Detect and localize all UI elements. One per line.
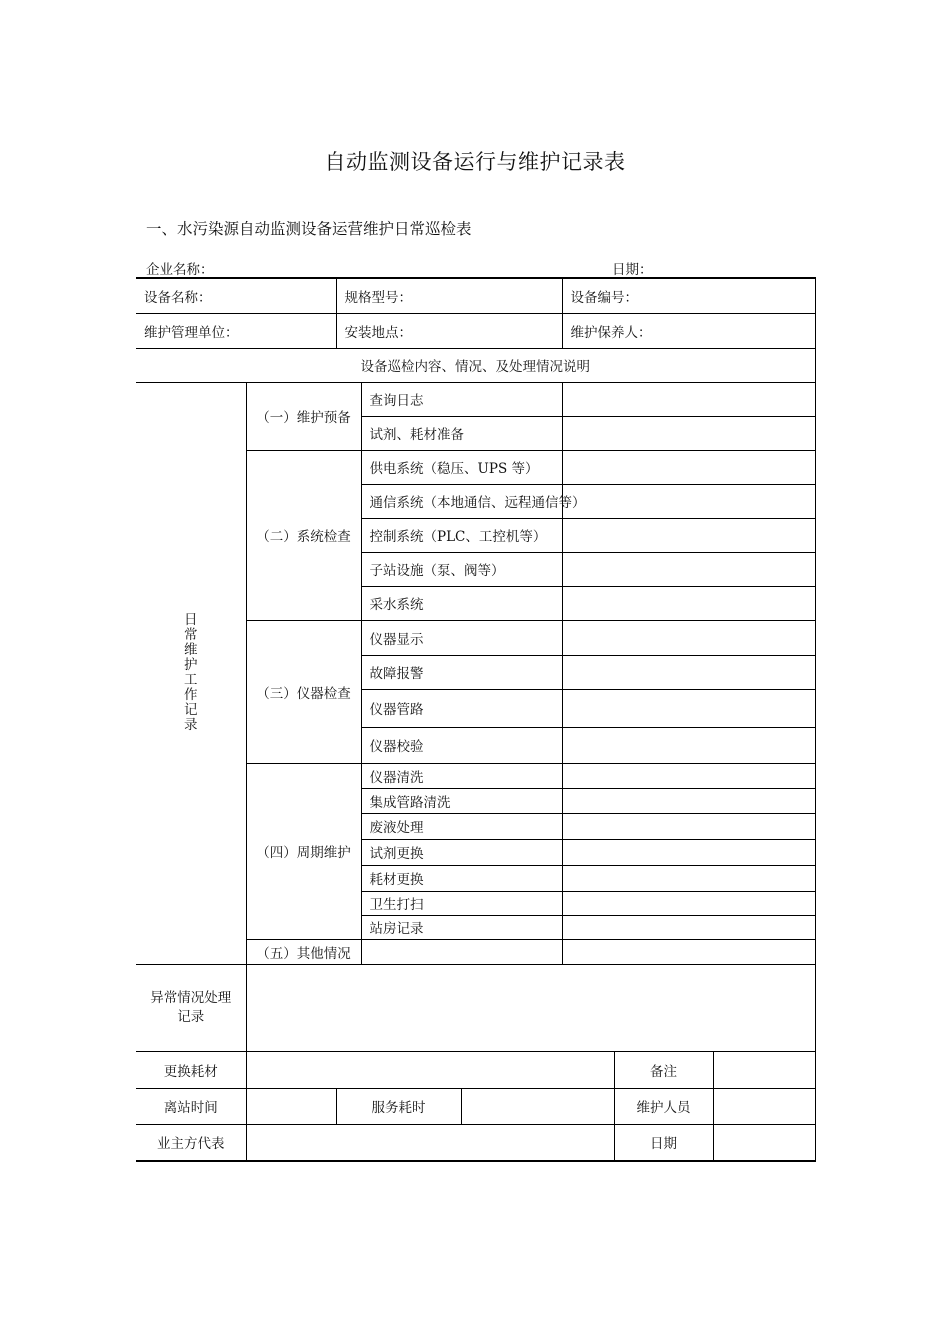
check-item: 子站设施（泵、阀等） (361, 552, 562, 586)
check-item: 控制系统（PLC、工控机等） (361, 518, 562, 552)
check-item: 耗材更换 (361, 865, 562, 891)
service-time-value[interactable] (461, 1088, 614, 1124)
inspection-form-table (136, 277, 816, 1162)
page-title: 自动监测设备运行与维护记录表 (324, 150, 626, 174)
abnormal-label: 异常情况处理记录 (150, 989, 232, 1025)
abnormal-row (136, 964, 815, 1051)
result-cell[interactable] (562, 763, 815, 788)
result-cell[interactable] (562, 891, 815, 915)
result-cell[interactable] (562, 839, 815, 865)
result-cell[interactable] (562, 727, 815, 763)
other-item-cell[interactable] (361, 939, 562, 964)
location-field[interactable]: 安装地点： (336, 313, 562, 348)
result-cell[interactable] (562, 552, 815, 586)
footer-row-3 (136, 1124, 815, 1161)
check-item: 站房记录 (361, 915, 562, 939)
daily-record-label (136, 382, 246, 964)
group-name: （三）仪器检查 (246, 620, 361, 763)
table-row (136, 382, 815, 416)
model-field[interactable]: 规格型号： (336, 278, 562, 313)
check-item: 仪器显示 (361, 620, 562, 655)
result-cell[interactable] (562, 655, 815, 689)
staff-value[interactable] (713, 1088, 815, 1124)
result-cell[interactable] (562, 382, 815, 416)
date-label: 日期： (612, 262, 653, 278)
section-title: 一、水污染源自动监测设备运营维护日常巡检表 (146, 220, 472, 238)
staff-label: 维护人员 (614, 1088, 713, 1124)
check-item: 仪器校验 (361, 727, 562, 763)
owner-rep-label: 业主方代表 (136, 1124, 246, 1161)
abnormal-label-cell (136, 964, 246, 1051)
result-cell[interactable] (562, 450, 815, 484)
check-item: 试剂更换 (361, 839, 562, 865)
leave-time-label: 离站时间 (136, 1088, 246, 1124)
result-cell[interactable] (562, 586, 815, 620)
check-item: 仪器清洗 (361, 763, 562, 788)
date-footer-label: 日期 (614, 1124, 713, 1161)
remarks-label: 备注 (614, 1051, 713, 1088)
date-footer-value[interactable] (713, 1124, 815, 1161)
service-time-label: 服务耗时 (336, 1088, 461, 1124)
info-row-2 (136, 313, 815, 348)
check-item: 仪器管路 (361, 689, 562, 727)
check-item: 查询日志 (361, 382, 562, 416)
check-item: 试剂、耗材准备 (361, 416, 562, 450)
daily-record-vertical-text: 日常维护工作记录 (184, 612, 198, 733)
consumables-label: 更换耗材 (136, 1051, 246, 1088)
check-item: 采水系统 (361, 586, 562, 620)
check-item: 卫生打扫 (361, 891, 562, 915)
result-cell[interactable] (562, 788, 815, 813)
group-name: （四）周期维护 (246, 763, 361, 939)
check-item: 通信系统（本地通信、远程通信等） (361, 484, 562, 518)
footer-row-1 (136, 1051, 815, 1088)
check-item: 供电系统（稳压、UPS 等） (361, 450, 562, 484)
result-cell[interactable] (562, 865, 815, 891)
leave-time-value[interactable] (246, 1088, 336, 1124)
group-name: （五）其他情况 (246, 939, 361, 964)
group-name: （二）系统检查 (246, 450, 361, 620)
result-cell[interactable] (562, 689, 815, 727)
inspection-header: 设备巡检内容、情况、及处理情况说明 (136, 348, 815, 382)
result-cell[interactable] (562, 620, 815, 655)
maintainer-field[interactable]: 维护保养人： (562, 313, 815, 348)
result-cell[interactable] (562, 915, 815, 939)
owner-rep-value[interactable] (246, 1124, 614, 1161)
result-cell[interactable] (562, 416, 815, 450)
check-item: 集成管路清洗 (361, 788, 562, 813)
unit-field[interactable]: 维护管理单位： (136, 313, 336, 348)
footer-row-2 (136, 1088, 815, 1124)
result-cell[interactable] (562, 813, 815, 839)
result-cell[interactable] (562, 939, 815, 964)
remarks-value[interactable] (713, 1051, 815, 1088)
enterprise-name-label: 企业名称： (146, 262, 214, 278)
check-item: 故障报警 (361, 655, 562, 689)
group-name: （一）维护预备 (246, 382, 361, 450)
inspection-header-row (136, 348, 815, 382)
consumables-value[interactable] (246, 1051, 614, 1088)
device-name-field[interactable]: 设备名称： (136, 278, 336, 313)
abnormal-record-cell[interactable] (246, 964, 815, 1051)
device-no-field[interactable]: 设备编号： (562, 278, 815, 313)
info-row-1 (136, 278, 815, 313)
check-item: 废液处理 (361, 813, 562, 839)
result-cell[interactable] (562, 518, 815, 552)
result-cell[interactable] (562, 484, 815, 518)
